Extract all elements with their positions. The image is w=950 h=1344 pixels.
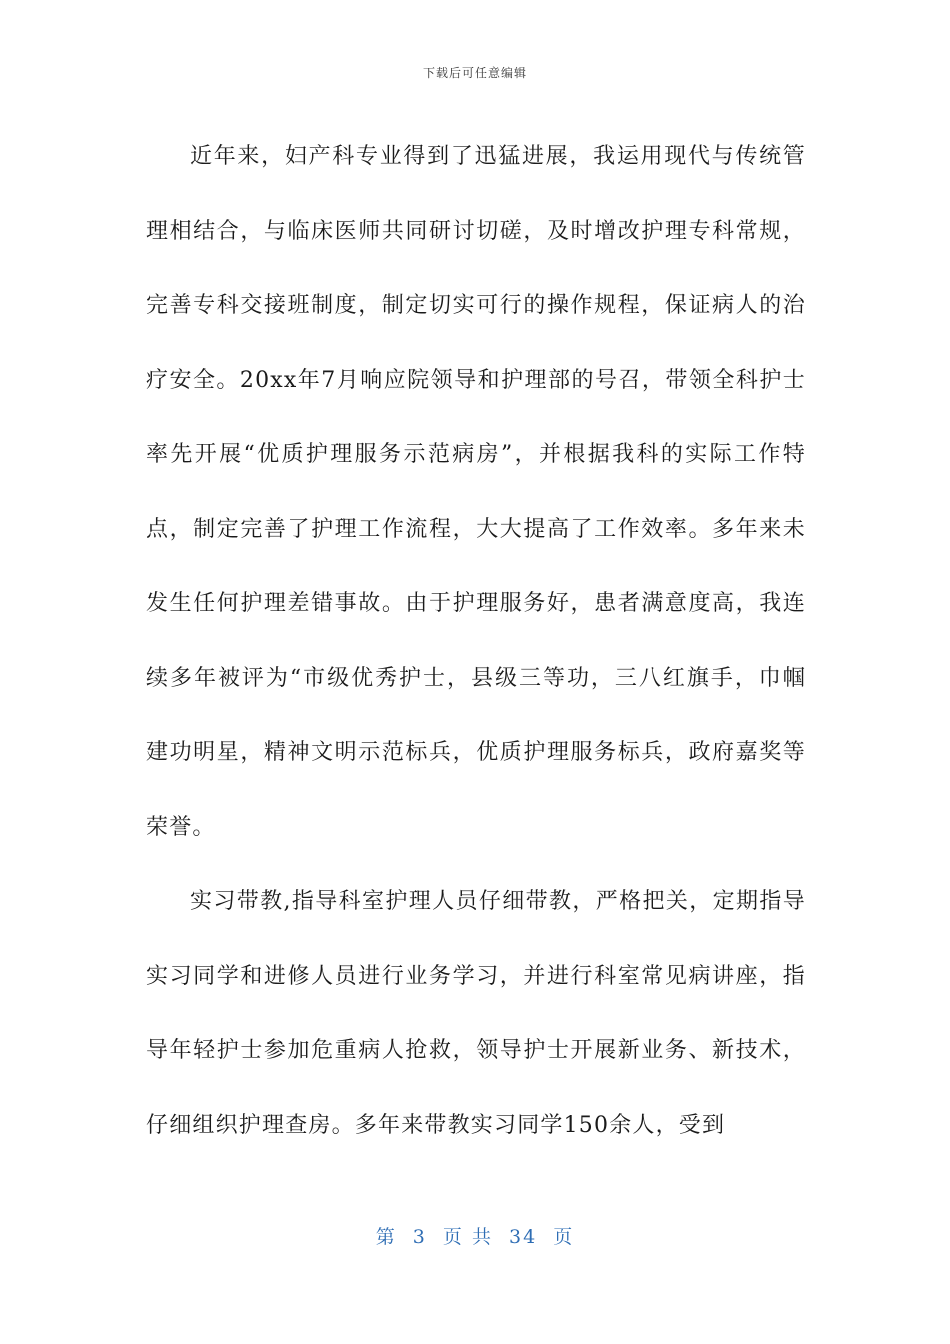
footer-total-pages: 34 [509, 1226, 538, 1248]
paragraph-2: 实习带教,指导科室护理人员仔细带教，严格把关，定期指导实习同学和进修人员进行业务学习，并进行科室常见病讲座，指导年轻护士参加危重病人抢救，领导护士开展新业务、新技术，仔细组织护理查房。多年来带教实习同学150余人，受到 [146, 889, 806, 1138]
footer-suffix: 页 [553, 1226, 575, 1248]
page-footer [0, 1222, 950, 1249]
footer-current-page: 3 [412, 1226, 427, 1248]
document-body [146, 120, 806, 1163]
footer-middle: 页 共 [442, 1226, 493, 1248]
footer-prefix: 第 [375, 1226, 397, 1248]
paragraph-1: 近年来，妇产科专业得到了迅猛进展，我运用现代与传统管理相结合，与临床医师共同研讨切磋，及时增改护理专科常规，完善专科交接班制度，制定切实可行的操作规程，保证病人的治疗安全。20xx年7月响应院领导和护理部的号召，带领全科护士率先开展“优质护理服务示范病房”，并根据我科的实际工作特点，制定完善了护理工作流程，大大提高了工作效率。多年来未发生任何护理差错事故。由于护理服务好，患者满意度高，我连续多年被评为“市级优秀护士，县级三等功，三八红旗手，巾帼建功明星，精神文明示范标兵，优质护理服务标兵，政府嘉奖等荣誉。 [146, 144, 806, 840]
header-note: 下载后可任意编辑 [422, 66, 527, 80]
